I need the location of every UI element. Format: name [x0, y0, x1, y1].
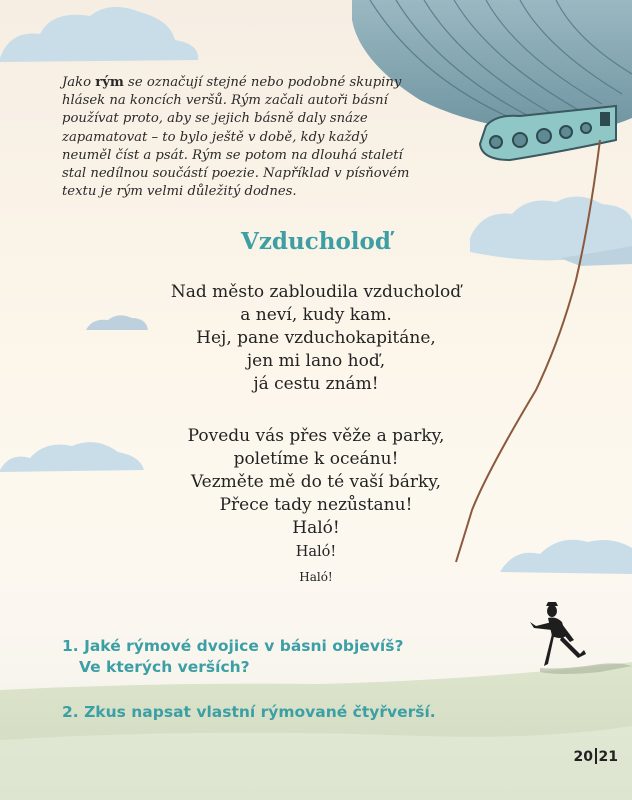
intro-paragraph	[62, 74, 414, 201]
poem-title: Vzducholoď	[241, 228, 391, 255]
poem-line: Haló!	[292, 518, 340, 538]
poem-echo-line: Haló!	[295, 544, 337, 560]
intro-keyword-rym: rým	[95, 75, 124, 90]
intro-text-post: se označují stejné nebo podobné skupiny hlásek na koncích veršů. Rým začali autoři básní používat proto, aby se jejich básně daly snáze zapamatovat – to bylo ještě v době, kdy každý neuměl číst a psát. Rým se potom na dlouhá staletí stal nedílnou součástí poezie. Například v písňovém textu je rým velmi důležitý dodnes.	[62, 75, 410, 200]
poem-stanza-2	[0, 425, 632, 590]
question-1-line-2: Ve kterých verších?	[79, 658, 250, 676]
page-number-divider	[595, 748, 597, 764]
page-number-left: 20	[573, 749, 594, 765]
question-1-line-1: 1. Jaké rýmové dvojice v básni objevíš?	[62, 637, 404, 655]
running-man-figure	[530, 602, 632, 674]
poem-line: a neví, kudy kam.	[240, 305, 392, 325]
poem-line: Přece tady nezůstanu!	[219, 495, 413, 515]
intro-text-pre: Jako	[62, 75, 96, 90]
poem-line: Povedu vás přes věže a parky,	[187, 426, 445, 446]
page-numbers	[574, 748, 618, 765]
poem-line: poletíme k oceánu!	[233, 449, 399, 469]
question-1	[62, 636, 403, 678]
page-number-right: 21	[598, 749, 618, 765]
poem-line: Nad město zabloudila vzducholoď	[170, 282, 462, 302]
poem-line: já cestu znám!	[253, 374, 379, 394]
poem-line: Hej, pane vzduchokapitáne,	[196, 328, 436, 348]
question-2: 2. Zkus napsat vlastní rýmované čtyřverší.	[62, 703, 436, 721]
poem-echo-line: Haló!	[299, 570, 333, 584]
poem-line: jen mi lano hoď,	[246, 351, 386, 371]
poem-stanza-1	[0, 281, 632, 396]
poem-line: Vezměte mě do té vaší bárky,	[190, 472, 442, 492]
cloud-top-left	[0, 7, 198, 62]
